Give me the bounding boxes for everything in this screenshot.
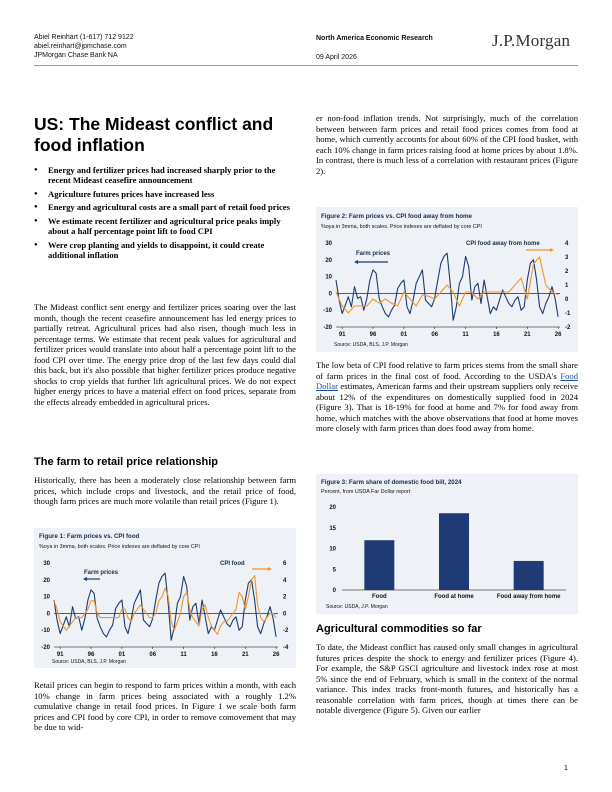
section1-paragraph-1: Historically, there has been a moderately close relationship between farm prices, which include crops and livestock, and the retail price of food, though farm prices are much more volatile than retail prices (Figure 1). (34, 475, 296, 507)
publication-date: 09 April 2026 (316, 54, 357, 61)
intro-paragraph: The Mideast conflict sent energy and fertilizer prices soaring over the last month, though the recent ceasefire announcement has led energy prices to partially retreat. Agricultural prices had also risen, though much less in percentage terms. We estimate that recent peak values for agricultural and fertilizer prices would translate into about half a percentage point lift to the food CPI over time. The energy price drop of the last few days could dial this back, but it's also possible that higher fertilizer prices produce negative shocks to crop yields that further lift agricultural prices. We do not expect higher energy prices to have a material effect on food prices, separate from the effects already embedded in agricultural prices. (34, 302, 296, 407)
author-name: Abiel Reinhart (1-617) 712 9122 (34, 34, 134, 41)
right-paragraph-1: er non-food inflation trends. Not surprisingly, much of the correlation between between farm prices and retail food prices comes from food at home, which currently accounts for about 60% of the CPI food basket, with each 10% change in farm prices raising food at home prices by about 1.8%. In contrast, there is much less of a correlation with restaurant prices (Figure 2). (316, 113, 578, 176)
y2-tick-label: 2 (565, 269, 569, 275)
right-paragraph-2: The low beta of CPI food relative to farm prices stems from the small share of farm prices in the final cost of food. According to the USDA's Food Dollar estimates, American farms and their upstream suppliers only receive about 12% of the expenditures on domestically supplied food in 2024 (Figure 3). That is 18-19% for food at home and 7% for food away from home, which matches with the above observations that food at home moves more closely with farm prices than does food away from home. (316, 360, 578, 434)
figure-2-source: Source: USDA, BLS, J.P. Morgan (334, 342, 408, 348)
y2-tick-label: -4 (283, 645, 289, 651)
x-tick-label: 91 (56, 652, 64, 658)
category-label: Food (371, 594, 387, 600)
series-line-farm (336, 253, 558, 320)
y2-tick-label: 4 (565, 241, 569, 247)
publication-name: North America Economic Research (316, 35, 433, 42)
y-tick-label: 10 (329, 546, 336, 553)
section-heading-farm-to-retail: The farm to retail price relationship (34, 456, 218, 468)
legend-farm-label: Farm prices (356, 251, 391, 257)
bar-food-at-home (439, 513, 469, 590)
figure-3-source: Source: USDA, J.P. Morgan (326, 604, 388, 610)
figure-2-chart (316, 232, 578, 342)
bar-food-away-from-home (514, 561, 544, 590)
figure-2 (316, 207, 578, 352)
x-tick-label: 96 (87, 652, 95, 658)
x-tick-label: 06 (149, 652, 157, 658)
y2-tick-label: 0 (283, 611, 287, 618)
bar-food (364, 540, 394, 590)
x-tick-label: 91 (338, 332, 346, 338)
y2-tick-label: -2 (565, 325, 571, 331)
y-tick-label: 10 (325, 274, 332, 281)
figure-3-subtitle: Percent, from USDA Far Dollar report (321, 489, 411, 495)
y-tick-label: 0 (46, 611, 50, 618)
x-tick-label: 11 (462, 332, 469, 338)
x-tick-label: 26 (554, 332, 562, 338)
key-point: ● Energy and agricultural costs are a small part of retail food prices (32, 202, 296, 212)
page-title: US: The Mideast conflict and food inflation (34, 114, 274, 155)
x-tick-label: 21 (241, 652, 249, 658)
figure-1-source: Source: USDA, BLS, J.P. Morgan (52, 659, 126, 665)
y-tick-label: 10 (43, 594, 50, 601)
y2-tick-label: 0 (565, 297, 569, 303)
key-point: ● Were crop planting and yields to disappoint, it could create additional inflation (32, 240, 296, 261)
y-tick-label: 30 (325, 241, 332, 247)
figure-2-title: Figure 2: Farm prices vs. CPI food away from home (321, 213, 472, 220)
y-tick-label: 20 (325, 257, 332, 264)
legend-cpi-arrowhead (268, 567, 272, 571)
y-tick-label: 0 (332, 588, 336, 594)
y-tick-label: 20 (43, 577, 50, 584)
y-tick-label: 30 (43, 561, 50, 567)
category-label: Food at home (434, 594, 474, 600)
food-dollar-link[interactable]: Food Dollar (316, 370, 578, 392)
y-tick-label: 0 (328, 291, 332, 298)
author-email[interactable]: abiel.reinhart@jpmchase.com (34, 43, 127, 50)
x-tick-label: 21 (523, 332, 531, 338)
y-tick-label: 5 (332, 567, 336, 574)
figure-1-chart (34, 552, 296, 660)
figure-1-subtitle: %oya in 3mma, both scales. Price indexes are deflated by core CPI (39, 544, 200, 550)
y-tick-label: -10 (41, 628, 50, 635)
figure-1-title: Figure 1: Farm prices vs. CPI food (39, 533, 140, 540)
legend-farm-arrowhead (354, 260, 358, 264)
figure-1 (34, 528, 296, 668)
x-tick-label: 11 (180, 652, 187, 658)
legend-cpi-arrowhead (550, 248, 554, 252)
figure-2-subtitle: %oya in 3mma, both scales. Price indexes are deflated by core CPI (321, 224, 482, 230)
key-point: ● We estimate recent fertilizer and agricultural price peaks imply about a half percentage point lift to food CPI (32, 216, 296, 237)
y-tick-label: -10 (323, 308, 332, 315)
figure-3 (316, 474, 578, 614)
y2-tick-label: 1 (565, 283, 569, 289)
y2-tick-label: -2 (283, 628, 289, 635)
key-point: ● Energy and fertilizer prices had increased sharply prior to the recent Mideast ceasefire announcement (32, 165, 296, 186)
x-tick-label: 96 (369, 332, 377, 338)
author-firm: JPMorgan Chase Bank NA (34, 52, 118, 59)
x-tick-label: 16 (211, 652, 218, 658)
section1-paragraph-2: Retail prices can begin to respond to farm prices within a month, with each 10% change in farm prices being associated with a roughly 1.2% cumulative change in retail food prices. In Figure 1 we scale both farm prices and CPI food by core CPI, in order to remove comovement that may be due to wid- (34, 680, 296, 733)
legend-cpi-label: CPI food away from home (466, 241, 540, 247)
y-tick-label: -20 (41, 645, 50, 651)
legend-farm-arrowhead (83, 577, 87, 581)
figure-3-chart (316, 498, 578, 605)
x-tick-label: 01 (118, 652, 126, 658)
page-number: 1 (564, 765, 568, 772)
figure-3-title: Figure 3: Farm share of domestic food bill, 2024 (321, 479, 462, 486)
series-line-farm (54, 573, 276, 640)
header-divider (34, 65, 578, 66)
x-tick-label: 26 (272, 652, 280, 658)
y2-tick-label: 6 (283, 561, 287, 567)
y2-tick-label: 2 (283, 594, 287, 601)
right-paragraph-3: To date, the Mideast conflict has caused only small changes in agricultural futures prices despite the shock to energy and fertilizer prices (Figure 4). For example, the S&P GSCI agriculture and livestock index rose at most 5% since the end of February, which is small in the context of the normal variance. This index tracks front-month futures, and historically has a reasonable correlation with farm prices, though at times there can be notable divergence (Figure 5). Given our earlier (316, 642, 578, 716)
y2-tick-label: -1 (565, 311, 571, 317)
section-heading-agricultural-commodities: Agricultural commodities so far (316, 623, 482, 635)
y2-tick-label: 3 (565, 255, 569, 261)
x-tick-label: 01 (400, 332, 408, 338)
category-label: Food away from home (496, 594, 561, 600)
x-tick-label: 06 (431, 332, 439, 338)
key-point: ● Agriculture futures prices have increased less (32, 189, 296, 199)
key-points-list (32, 165, 296, 264)
x-tick-label: 16 (493, 332, 500, 338)
y-tick-label: 15 (329, 525, 336, 532)
y-tick-label: -20 (323, 325, 332, 331)
legend-cpi-label: CPI food (220, 561, 245, 567)
jpmorgan-logo: J.P.Morgan (492, 31, 571, 50)
legend-farm-label: Farm prices (84, 570, 119, 576)
y2-tick-label: 4 (283, 577, 287, 584)
y-tick-label: 20 (329, 505, 336, 511)
